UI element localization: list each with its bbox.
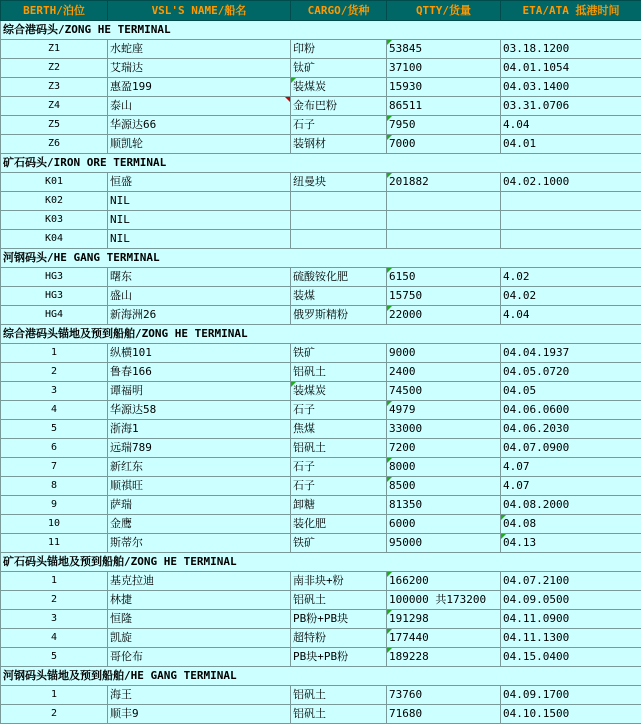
berth-cell: Z1 (1, 40, 108, 59)
section-header-row (1, 249, 641, 268)
table-row (1, 135, 641, 154)
quantity-cell: 6150 (387, 268, 501, 287)
quantity-cell: 201882 (387, 173, 501, 192)
quantity-cell: 166200 (387, 572, 501, 591)
section-header-row (1, 667, 641, 686)
table-row (1, 78, 641, 97)
eta-cell (501, 230, 641, 249)
eta-cell: 04.05.0720 (501, 363, 641, 382)
table-row (1, 363, 641, 382)
cargo-cell: 装钢材 (291, 135, 387, 154)
berth-cell: 5 (1, 420, 108, 439)
section-title: 河钢码头/HE GANG TERMINAL (1, 249, 641, 268)
cargo-cell: PB粉+PB块 (291, 610, 387, 629)
berth-cell: HG4 (1, 306, 108, 325)
header-eta: ETA/ATA 抵港时间 (501, 1, 641, 21)
berth-cell: K01 (1, 173, 108, 192)
cargo-cell (291, 211, 387, 230)
header-row (1, 1, 641, 21)
vessel-name-cell: 华源达58 (108, 401, 291, 420)
berth-cell: 8 (1, 477, 108, 496)
vessel-name-cell: 顺丰9 (108, 705, 291, 724)
quantity-cell (387, 230, 501, 249)
table-row (1, 477, 641, 496)
cargo-cell (291, 230, 387, 249)
quantity-cell: 177440 (387, 629, 501, 648)
eta-cell: 04.09.0500 (501, 591, 641, 610)
table-row (1, 572, 641, 591)
quantity-cell: 189228 (387, 648, 501, 667)
quantity-cell: 2400 (387, 363, 501, 382)
berth-cell: HG3 (1, 268, 108, 287)
section-title: 综合港码头/ZONG HE TERMINAL (1, 21, 641, 40)
section-title: 综合港码头锚地及预到船舶/ZONG HE TERMINAL (1, 325, 641, 344)
header-cargo: CARGO/货种 (291, 1, 387, 21)
vessel-name-cell: 惠盈199 (108, 78, 291, 97)
cargo-cell: 南非块+粉 (291, 572, 387, 591)
berth-cell: K03 (1, 211, 108, 230)
eta-cell: 04.01 (501, 135, 641, 154)
eta-cell: 04.01.1054 (501, 59, 641, 78)
quantity-cell: 74500 (387, 382, 501, 401)
eta-cell: 04.15.0400 (501, 648, 641, 667)
vessel-name-cell: 远瑞789 (108, 439, 291, 458)
vessel-name-cell: 金鹰 (108, 515, 291, 534)
vessel-name-cell: 华源达66 (108, 116, 291, 135)
table-body (1, 21, 641, 724)
vessel-name-cell: 艾瑞达 (108, 59, 291, 78)
quantity-cell: 7000 (387, 135, 501, 154)
table-row (1, 40, 641, 59)
cargo-cell: 金布巴粉 (291, 97, 387, 116)
eta-cell: 04.08 (501, 515, 641, 534)
eta-cell (501, 211, 641, 230)
vessel-name-cell: 纵横101 (108, 344, 291, 363)
quantity-cell: 4979 (387, 401, 501, 420)
quantity-cell: 95000 (387, 534, 501, 553)
quantity-cell: 71680 (387, 705, 501, 724)
table-row (1, 629, 641, 648)
cargo-cell: 俄罗斯精粉 (291, 306, 387, 325)
vessel-name-cell: NIL (108, 230, 291, 249)
table-row (1, 515, 641, 534)
eta-cell: 04.06.2030 (501, 420, 641, 439)
quantity-cell: 6000 (387, 515, 501, 534)
berth-cell: 2 (1, 363, 108, 382)
header-vessel-name: VSL'S NAME/船名 (108, 1, 291, 21)
vessel-name-cell: 浙海1 (108, 420, 291, 439)
vessel-name-cell: 新海洲26 (108, 306, 291, 325)
berth-cell: Z3 (1, 78, 108, 97)
vessel-name-cell: 斯蒂尔 (108, 534, 291, 553)
cargo-cell: 硫酸铵化肥 (291, 268, 387, 287)
cargo-cell: 铝矾土 (291, 591, 387, 610)
vessel-name-cell: 顺凯轮 (108, 135, 291, 154)
vessel-name-cell: 新红东 (108, 458, 291, 477)
table-row (1, 439, 641, 458)
berth-cell: 5 (1, 648, 108, 667)
quantity-cell (387, 192, 501, 211)
table-row (1, 705, 641, 724)
table-row (1, 344, 641, 363)
table-row (1, 401, 641, 420)
vessel-name-cell: 哥伦布 (108, 648, 291, 667)
eta-cell: 04.04.1937 (501, 344, 641, 363)
quantity-cell: 22000 (387, 306, 501, 325)
cargo-cell: 装煤炭 (291, 78, 387, 97)
eta-cell: 04.09.1700 (501, 686, 641, 705)
cargo-cell: 铝矾土 (291, 363, 387, 382)
table-row (1, 287, 641, 306)
cargo-cell: 石子 (291, 458, 387, 477)
section-title: 矿石码头/IRON ORE TERMINAL (1, 154, 641, 173)
eta-cell (501, 192, 641, 211)
berth-cell: 2 (1, 705, 108, 724)
quantity-cell: 15930 (387, 78, 501, 97)
cargo-cell: 铝矾土 (291, 705, 387, 724)
eta-cell: 4.07 (501, 477, 641, 496)
berth-cell: K04 (1, 230, 108, 249)
vessel-name-cell: 曙东 (108, 268, 291, 287)
berth-cell: HG3 (1, 287, 108, 306)
berth-cell: 3 (1, 382, 108, 401)
eta-cell: 4.04 (501, 306, 641, 325)
cargo-cell: 装煤 (291, 287, 387, 306)
berth-cell: 3 (1, 610, 108, 629)
quantity-cell: 8500 (387, 477, 501, 496)
vessel-name-cell: 谭福明 (108, 382, 291, 401)
quantity-cell: 86511 (387, 97, 501, 116)
eta-cell: 4.02 (501, 268, 641, 287)
vessel-name-cell: NIL (108, 192, 291, 211)
table-row (1, 268, 641, 287)
cargo-cell: 铝矾土 (291, 686, 387, 705)
vessel-name-cell: 泰山 (108, 97, 291, 116)
eta-cell: 04.03.1400 (501, 78, 641, 97)
eta-cell: 04.02.1000 (501, 173, 641, 192)
berth-cell: Z2 (1, 59, 108, 78)
eta-cell: 04.08.2000 (501, 496, 641, 515)
cargo-cell: 印粉 (291, 40, 387, 59)
eta-cell: 03.31.0706 (501, 97, 641, 116)
cargo-cell: 石子 (291, 116, 387, 135)
cargo-cell: 装煤炭 (291, 382, 387, 401)
quantity-cell: 73760 (387, 686, 501, 705)
section-title: 矿石码头锚地及预到船舶/ZONG HE TERMINAL (1, 553, 641, 572)
berth-cell: 7 (1, 458, 108, 477)
table-row (1, 116, 641, 135)
cargo-cell: 石子 (291, 401, 387, 420)
berth-cell: Z5 (1, 116, 108, 135)
eta-cell: 03.18.1200 (501, 40, 641, 59)
table-row (1, 192, 641, 211)
cargo-cell: 石子 (291, 477, 387, 496)
eta-cell: 04.05 (501, 382, 641, 401)
table-row (1, 306, 641, 325)
eta-cell: 4.04 (501, 116, 641, 135)
berth-cell: Z6 (1, 135, 108, 154)
vessel-name-cell: 凯旋 (108, 629, 291, 648)
table-row (1, 97, 641, 116)
cargo-cell: 铝矾土 (291, 439, 387, 458)
quantity-cell: 33000 (387, 420, 501, 439)
quantity-cell: 15750 (387, 287, 501, 306)
table-row (1, 458, 641, 477)
table-row (1, 382, 641, 401)
cargo-cell: 装化肥 (291, 515, 387, 534)
section-header-row (1, 553, 641, 572)
cargo-cell: 纽曼块 (291, 173, 387, 192)
berth-cell: 1 (1, 686, 108, 705)
cargo-cell: 钛矿 (291, 59, 387, 78)
cargo-cell: 超特粉 (291, 629, 387, 648)
quantity-cell (387, 211, 501, 230)
berth-cell: 9 (1, 496, 108, 515)
table-row (1, 534, 641, 553)
berth-cell: 1 (1, 572, 108, 591)
section-header-row (1, 21, 641, 40)
header-berth: BERTH/泊位 (1, 1, 108, 21)
eta-cell: 04.07.2100 (501, 572, 641, 591)
cargo-cell: 卸糖 (291, 496, 387, 515)
quantity-cell: 8000 (387, 458, 501, 477)
vessel-name-cell: 海王 (108, 686, 291, 705)
berth-cell: 1 (1, 344, 108, 363)
cargo-cell: 铁矿 (291, 534, 387, 553)
table-row (1, 173, 641, 192)
quantity-cell: 191298 (387, 610, 501, 629)
vessel-name-cell: 萨瑞 (108, 496, 291, 515)
table-row (1, 610, 641, 629)
berth-cell: 4 (1, 401, 108, 420)
eta-cell: 04.07.0900 (501, 439, 641, 458)
vessel-name-cell: 鲁春166 (108, 363, 291, 382)
vessel-name-cell: 水蛇座 (108, 40, 291, 59)
table-row (1, 59, 641, 78)
cargo-cell: 焦煤 (291, 420, 387, 439)
vessel-name-cell: 恒隆 (108, 610, 291, 629)
eta-cell: 04.10.1500 (501, 705, 641, 724)
vessel-name-cell: 盛山 (108, 287, 291, 306)
eta-cell: 04.11.0900 (501, 610, 641, 629)
table-row (1, 420, 641, 439)
table-row (1, 648, 641, 667)
section-header-row (1, 154, 641, 173)
header-quantity: QTTY/货量 (387, 1, 501, 21)
eta-cell: 04.13 (501, 534, 641, 553)
vessel-name-cell: 林捷 (108, 591, 291, 610)
quantity-cell: 7200 (387, 439, 501, 458)
eta-cell: 04.02 (501, 287, 641, 306)
cargo-cell (291, 192, 387, 211)
vessel-name-cell: 顺祺旺 (108, 477, 291, 496)
berth-cell: 6 (1, 439, 108, 458)
berth-cell: 11 (1, 534, 108, 553)
quantity-cell: 37100 (387, 59, 501, 78)
berth-cell: 2 (1, 591, 108, 610)
berth-cell: K02 (1, 192, 108, 211)
quantity-cell: 9000 (387, 344, 501, 363)
quantity-cell: 53845 (387, 40, 501, 59)
eta-cell: 04.11.1300 (501, 629, 641, 648)
table-row (1, 686, 641, 705)
table-row (1, 496, 641, 515)
cargo-cell: 铁矿 (291, 344, 387, 363)
berth-cell: 4 (1, 629, 108, 648)
table-row (1, 591, 641, 610)
berth-cell: 10 (1, 515, 108, 534)
table-row (1, 211, 641, 230)
vessel-name-cell: 基克拉迪 (108, 572, 291, 591)
eta-cell: 4.07 (501, 458, 641, 477)
section-title: 河钢码头锚地及预到船舶/HE GANG TERMINAL (1, 667, 641, 686)
table-row (1, 230, 641, 249)
quantity-cell: 100000 共173200 (387, 591, 501, 610)
vessel-name-cell: 恒盛 (108, 173, 291, 192)
quantity-cell: 81350 (387, 496, 501, 515)
eta-cell: 04.06.0600 (501, 401, 641, 420)
vessel-name-cell: NIL (108, 211, 291, 230)
quantity-cell: 7950 (387, 116, 501, 135)
section-header-row (1, 325, 641, 344)
berth-cell: Z4 (1, 97, 108, 116)
cargo-cell: PB块+PB粉 (291, 648, 387, 667)
